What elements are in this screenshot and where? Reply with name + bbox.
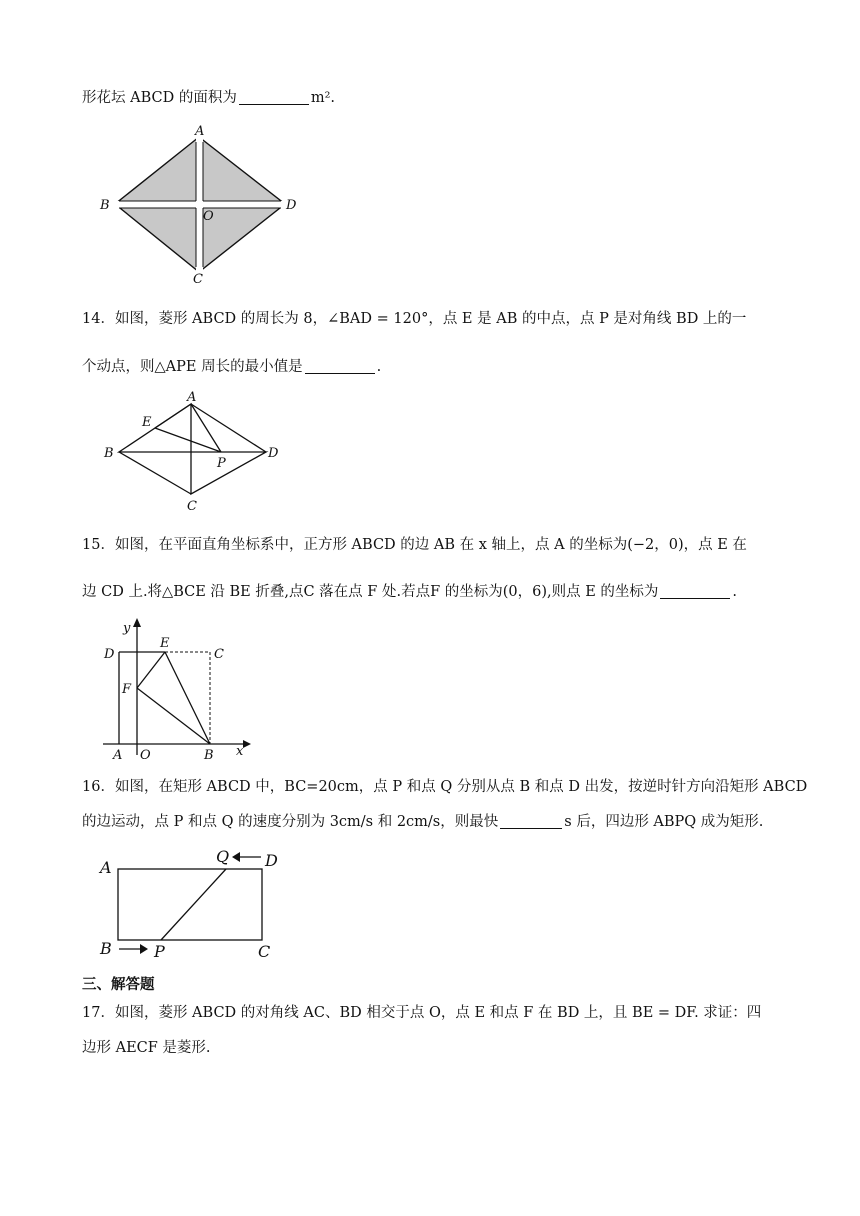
q13-label-O: O — [203, 209, 214, 224]
q15-line1: 15．如图，在平面直角坐标系中，正方形 ABCD 的边 AB 在 x 轴上，点 A 的坐标为(−2，0)，点 E 在 — [82, 537, 747, 553]
q15-label-B: B — [204, 748, 214, 763]
q17-line1: 17．如图，菱形 ABCD 的对角线 AC、BD 相交于点 O，点 E 和点 F 在 BD 上，且 BE = DF. 求证：四 — [82, 1005, 762, 1021]
q14-label-P: P — [217, 456, 226, 471]
q13-answer-blank — [239, 88, 309, 105]
q15-text-pre: 边 CD 上.将△BCE 沿 BE 折叠,点C 落在点 F 处.若点F 的坐标为(0，6),则点 E 的坐标为 — [82, 584, 659, 600]
q15-label-E: E — [160, 636, 170, 651]
q15-label-D: D — [104, 647, 115, 662]
q17-line2: 边形 AECF 是菱形. — [82, 1040, 211, 1056]
q13-horizontal-path — [113, 201, 287, 208]
q14-text-post: . — [376, 359, 382, 375]
q14-line1: 14．如图，菱形 ABCD 的周长为 8，∠BAD = 120°，点 E 是 AB 的中点，点 P 是对角线 BD 上的一 — [82, 311, 747, 327]
q16-text-pre: 的边运动，点 P 和点 Q 的速度分别为 3cm/s 和 2cm/s，则最快 — [82, 814, 499, 830]
q16-label-P: P — [154, 942, 165, 961]
q15-label-O: O — [140, 748, 151, 763]
q16-label-Q: Q — [216, 847, 230, 866]
q15-line2 — [82, 582, 737, 602]
q13-figure — [95, 122, 310, 287]
q16-label-C: C — [258, 942, 271, 961]
q16-text-post: s 后，四边形 ABPQ 成为矩形. — [564, 814, 764, 830]
q15-label-y: y — [123, 621, 131, 636]
q14-text-pre: 个动点，则△APE 周长的最小值是 — [82, 359, 303, 375]
q14-label-E: E — [142, 415, 152, 430]
q15-answer-blank — [660, 582, 730, 599]
q15-label-x: x — [236, 744, 244, 759]
q13-text-pre: 形花坛 ABCD 的面积为 — [82, 90, 237, 106]
q16-line1: 16．如图，在矩形 ABCD 中，BC=20cm，点 P 和点 Q 分别从点 B 和点 D 出发，按逆时针方向沿矩形 ABCD — [82, 779, 808, 795]
q13-label-D: D — [286, 198, 297, 213]
q15-label-A: A — [113, 748, 123, 763]
q14-label-A: A — [187, 390, 197, 405]
q16-figure — [98, 842, 288, 964]
q16-line2 — [82, 812, 763, 832]
q14-label-B: B — [104, 446, 114, 461]
q16-label-B: B — [100, 939, 112, 958]
q15-text-post: . — [732, 584, 738, 600]
q13-text-post: m². — [310, 90, 336, 106]
q14-figure — [100, 390, 290, 515]
q16-rectangle — [118, 869, 262, 940]
q16-label-A: A — [100, 858, 112, 877]
q13-label-C: C — [193, 272, 203, 287]
q15-label-C: C — [214, 647, 224, 662]
section3-heading: 三、解答题 — [82, 977, 155, 993]
q16-label-D: D — [265, 851, 278, 870]
q16-answer-blank — [500, 812, 562, 829]
q15-label-F: F — [122, 682, 132, 697]
q14-label-C: C — [187, 499, 197, 514]
q14-answer-blank — [305, 357, 375, 374]
q13-label-A: A — [195, 124, 205, 139]
q15-figure — [98, 615, 258, 765]
q14-line2 — [82, 357, 381, 377]
q13-label-B: B — [100, 198, 110, 213]
q14-label-D: D — [268, 446, 279, 461]
q13-line1 — [82, 88, 335, 108]
